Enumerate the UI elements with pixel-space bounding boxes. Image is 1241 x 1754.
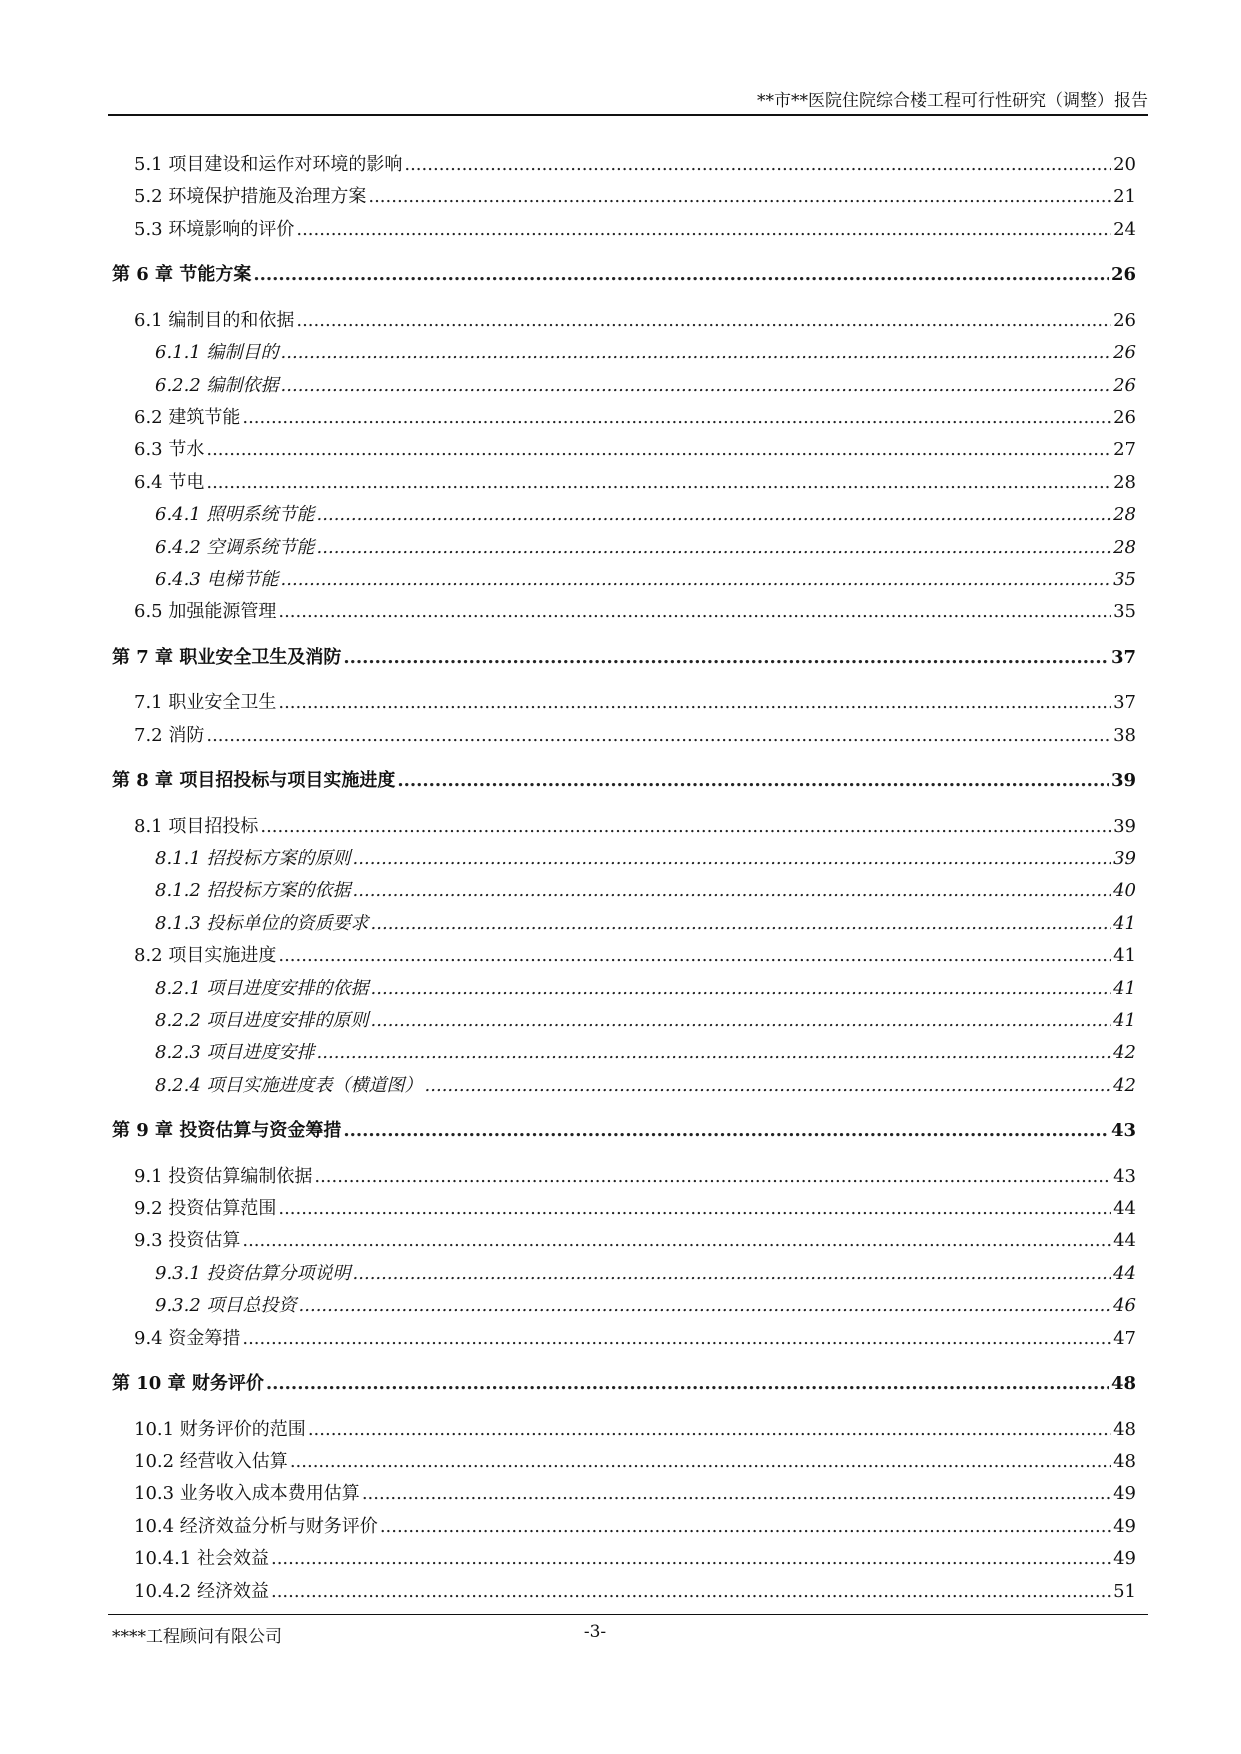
toc-leader-dots: [278, 692, 1111, 714]
toc-leader-dots: [271, 1548, 1111, 1570]
toc-entry-title: 8.2 项目实施进度: [134, 945, 277, 967]
toc-leader-dots: [281, 375, 1112, 397]
toc-entry-page: 44: [1113, 1262, 1136, 1284]
running-header: **市**医院住院综合楼工程可行性研究（调整）报告: [757, 91, 1148, 111]
toc-entry[interactable]: [155, 848, 1136, 870]
toc-entry-page: 26: [1113, 406, 1136, 428]
toc-entry[interactable]: [134, 816, 1136, 838]
toc-leader-dots: [404, 154, 1111, 176]
toc-entry-page: 37: [1110, 646, 1136, 668]
toc-leader-dots: [299, 1295, 1112, 1317]
toc-entry[interactable]: [134, 219, 1136, 241]
toc-leader-dots: [308, 1419, 1111, 1441]
toc-entry-page: 48: [1110, 1373, 1136, 1394]
toc-entry[interactable]: [134, 472, 1136, 494]
toc-entry-page: 41: [1113, 1009, 1136, 1031]
toc-leader-dots: [362, 1483, 1111, 1505]
toc-entry-title: 10.2 经营收入估算: [134, 1450, 288, 1472]
toc-entry-page: 26: [1113, 342, 1136, 364]
toc-entry-title: 6.4 节电: [134, 471, 205, 493]
toc-entry[interactable]: [134, 154, 1136, 176]
toc-leader-dots: [368, 186, 1111, 208]
toc-entry[interactable]: [155, 1263, 1136, 1285]
toc-entry-page: 44: [1113, 1230, 1136, 1252]
toc-entry[interactable]: [134, 407, 1136, 429]
toc-entry-page: 21: [1113, 186, 1136, 208]
toc-entry-page: 26: [1113, 374, 1136, 396]
footer-company: ****工程顾问有限公司: [112, 1627, 282, 1647]
toc-leader-dots: [397, 770, 1109, 792]
toc-entry[interactable]: [134, 186, 1136, 208]
toc-entry[interactable]: [134, 1230, 1136, 1252]
toc-leader-dots: [317, 504, 1112, 526]
toc-entry[interactable]: [134, 725, 1136, 747]
toc-entry-page: 48: [1113, 1418, 1136, 1440]
toc-leader-dots: [353, 1263, 1112, 1285]
toc-entry-title: 6.4.3 电梯节能: [155, 568, 279, 590]
toc-leader-dots: [271, 1581, 1111, 1603]
toc-entry-page: 28: [1113, 504, 1136, 526]
toc-entry-page: 35: [1113, 601, 1136, 623]
toc-entry-title: 第 8 章 项目招投标与项目实施进度: [112, 770, 396, 791]
toc-entry[interactable]: [134, 1328, 1136, 1350]
toc-chapter-entry[interactable]: [112, 1373, 1136, 1395]
toc-entry-title: 6.4.1 照明系统节能: [155, 504, 315, 526]
toc-entry[interactable]: [134, 945, 1136, 967]
toc-entry[interactable]: [155, 504, 1136, 526]
toc-leader-dots: [242, 1328, 1111, 1350]
toc-leader-dots: [206, 725, 1111, 747]
toc-leader-dots: [242, 1230, 1111, 1252]
toc-leader-dots: [296, 310, 1111, 332]
toc-entry[interactable]: [155, 880, 1136, 902]
toc-entry-title: 6.3 节水: [134, 439, 205, 461]
toc-entry-page: 35: [1113, 568, 1136, 590]
toc-entry-page: 24: [1113, 218, 1136, 240]
toc-entry-page: 43: [1110, 1120, 1136, 1142]
toc-leader-dots: [317, 1042, 1112, 1064]
toc-entry-page: 43: [1113, 1165, 1136, 1187]
toc-entry-page: 47: [1113, 1327, 1136, 1349]
toc-entry-title: 10.1 财务评价的范围: [134, 1418, 306, 1440]
toc-entry-page: 28: [1113, 536, 1136, 558]
toc-entry[interactable]: [134, 1516, 1136, 1538]
toc-leader-dots: [371, 1010, 1112, 1032]
toc-entry-title: 10.4 经济效益分析与财务评价: [134, 1515, 378, 1537]
toc-leader-dots: [253, 264, 1109, 286]
toc-entry[interactable]: [155, 1010, 1136, 1032]
toc-entry-title: 6.1 编制目的和依据: [134, 309, 295, 331]
toc-entry-title: 9.3.1 投资估算分项说明: [155, 1262, 351, 1284]
toc-entry-title: 9.2 投资估算范围: [134, 1198, 277, 1219]
toc-leader-dots: [353, 848, 1112, 870]
toc-leader-dots: [281, 569, 1112, 591]
toc-entry-title: 9.3.2 项目总投资: [155, 1295, 297, 1317]
toc-entry-title: 9.4 资金筹措: [134, 1327, 241, 1349]
toc-entry-title: 8.1.1 招投标方案的原则: [155, 847, 351, 869]
toc-entry-page: 49: [1113, 1483, 1136, 1505]
toc-entry-title: 9.1 投资估算编制依据: [134, 1165, 313, 1187]
toc-entry-title: 第 7 章 职业安全卫生及消防: [112, 646, 342, 668]
toc-entry-title: 7.1 职业安全卫生: [134, 692, 277, 714]
toc-entry-page: 51: [1113, 1580, 1136, 1602]
toc-leader-dots: [371, 978, 1112, 1000]
toc-leader-dots: [317, 537, 1112, 559]
toc-entry-page: 26: [1110, 264, 1136, 286]
toc-entry-title: 第 10 章 财务评价: [112, 1373, 264, 1394]
toc-entry-title: 5.1 项目建设和运作对环境的影响: [134, 154, 403, 175]
toc-leader-dots: [278, 945, 1111, 967]
toc-entry[interactable]: [155, 569, 1136, 591]
toc-entry-page: 49: [1113, 1548, 1136, 1570]
toc-entry-page: 48: [1113, 1450, 1136, 1472]
toc-leader-dots: [278, 601, 1111, 623]
toc-entry-title: 第 6 章 节能方案: [112, 264, 252, 286]
toc-entry[interactable]: [155, 1075, 1136, 1097]
toc-leader-dots: [314, 1166, 1111, 1188]
toc-entry[interactable]: [134, 1451, 1136, 1473]
toc-entry-page: 27: [1113, 439, 1136, 461]
toc-entry-page: 20: [1113, 154, 1136, 175]
toc-entry-title: 8.2.1 项目进度安排的依据: [155, 977, 369, 999]
toc-entry[interactable]: [155, 913, 1136, 935]
toc-leader-dots: [242, 407, 1111, 429]
toc-entry[interactable]: [134, 1419, 1136, 1441]
toc-leader-dots: [425, 1075, 1112, 1097]
toc-entry[interactable]: [134, 1483, 1136, 1505]
toc-entry-title: 6.2.2 编制依据: [155, 374, 279, 396]
toc-entry-page: 44: [1113, 1198, 1136, 1219]
toc-entry-page: 39: [1113, 847, 1136, 869]
toc-entry-page: 39: [1110, 770, 1136, 791]
toc-chapter-entry[interactable]: [112, 264, 1136, 286]
toc-entry[interactable]: [155, 1042, 1136, 1064]
toc-entry[interactable]: [134, 1548, 1136, 1570]
toc-entry-page: 49: [1113, 1515, 1136, 1537]
toc-chapter-entry[interactable]: [112, 770, 1136, 792]
toc-entry-page: 38: [1113, 724, 1136, 746]
toc-entry-title: 第 9 章 投资估算与资金筹措: [112, 1120, 342, 1142]
toc-entry[interactable]: [155, 342, 1136, 364]
toc-entry-page: 28: [1113, 471, 1136, 493]
toc-leader-dots: [296, 219, 1111, 241]
toc-leader-dots: [206, 439, 1111, 461]
toc-entry-title: 7.2 消防: [134, 724, 205, 746]
toc-entry-title: 8.1.2 招投标方案的依据: [155, 880, 351, 902]
page-number: -3-: [583, 1622, 607, 1642]
toc-leader-dots: [343, 647, 1109, 669]
toc-entry-title: 6.1.1 编制目的: [155, 342, 279, 364]
toc-entry-title: 10.4.1 社会效益: [134, 1548, 269, 1570]
toc-leader-dots: [371, 913, 1112, 935]
toc-entry-page: 41: [1113, 912, 1136, 934]
toc-entry-page: 41: [1113, 945, 1136, 967]
toc-entry[interactable]: [134, 692, 1136, 714]
toc-leader-dots: [206, 472, 1111, 494]
toc-entry[interactable]: [155, 978, 1136, 1000]
toc-leader-dots: [278, 1198, 1111, 1220]
toc-chapter-entry[interactable]: [112, 647, 1136, 669]
toc-entry-title: 8.1 项目招投标: [134, 815, 259, 837]
toc-entry-title: 8.1.3 投标单位的资质要求: [155, 912, 369, 934]
toc-entry-title: 8.2.4 项目实施进度表（横道图）: [155, 1074, 423, 1096]
toc-entry-title: 5.3 环境影响的评价: [134, 218, 295, 240]
footer-rule: [108, 1614, 1148, 1615]
toc-entry-title: 8.2.3 项目进度安排: [155, 1042, 315, 1064]
toc-leader-dots: [281, 342, 1112, 364]
toc-entry[interactable]: [155, 537, 1136, 559]
toc-entry-title: 6.2 建筑节能: [134, 406, 241, 428]
toc-entry-page: 42: [1113, 1074, 1136, 1096]
toc-leader-dots: [290, 1451, 1111, 1473]
toc-entry-page: 42: [1113, 1042, 1136, 1064]
toc-entry-title: 10.3 业务收入成本费用估算: [134, 1483, 360, 1505]
toc-leader-dots: [260, 816, 1111, 838]
toc-entry[interactable]: [155, 1295, 1136, 1317]
toc-entry[interactable]: [134, 1581, 1136, 1603]
toc-entry-page: 41: [1113, 977, 1136, 999]
toc-entry-title: 6.4.2 空调系统节能: [155, 536, 315, 558]
toc-entry[interactable]: [134, 601, 1136, 623]
toc-entry[interactable]: [155, 375, 1136, 397]
toc-entry-page: 46: [1113, 1295, 1136, 1317]
toc-entry-title: 8.2.2 项目进度安排的原则: [155, 1009, 369, 1031]
toc-entry-title: 6.5 加强能源管理: [134, 601, 277, 623]
toc-leader-dots: [380, 1516, 1111, 1538]
toc-entry-title: 10.4.2 经济效益: [134, 1580, 269, 1602]
toc-leader-dots: [266, 1373, 1109, 1395]
toc-leader-dots: [343, 1120, 1109, 1142]
toc-entry[interactable]: [134, 1198, 1136, 1220]
toc-entry-page: 37: [1113, 692, 1136, 714]
toc-entry-title: 5.2 环境保护措施及治理方案: [134, 186, 367, 208]
toc-chapter-entry[interactable]: [112, 1120, 1136, 1142]
toc-entry-page: 40: [1113, 880, 1136, 902]
toc-entry[interactable]: [134, 310, 1136, 332]
toc-entry-page: 26: [1113, 309, 1136, 331]
toc-entry-title: 9.3 投资估算: [134, 1230, 241, 1252]
toc-entry[interactable]: [134, 439, 1136, 461]
toc-entry[interactable]: [134, 1166, 1136, 1188]
toc-leader-dots: [353, 880, 1112, 902]
toc-entry-page: 39: [1113, 815, 1136, 837]
